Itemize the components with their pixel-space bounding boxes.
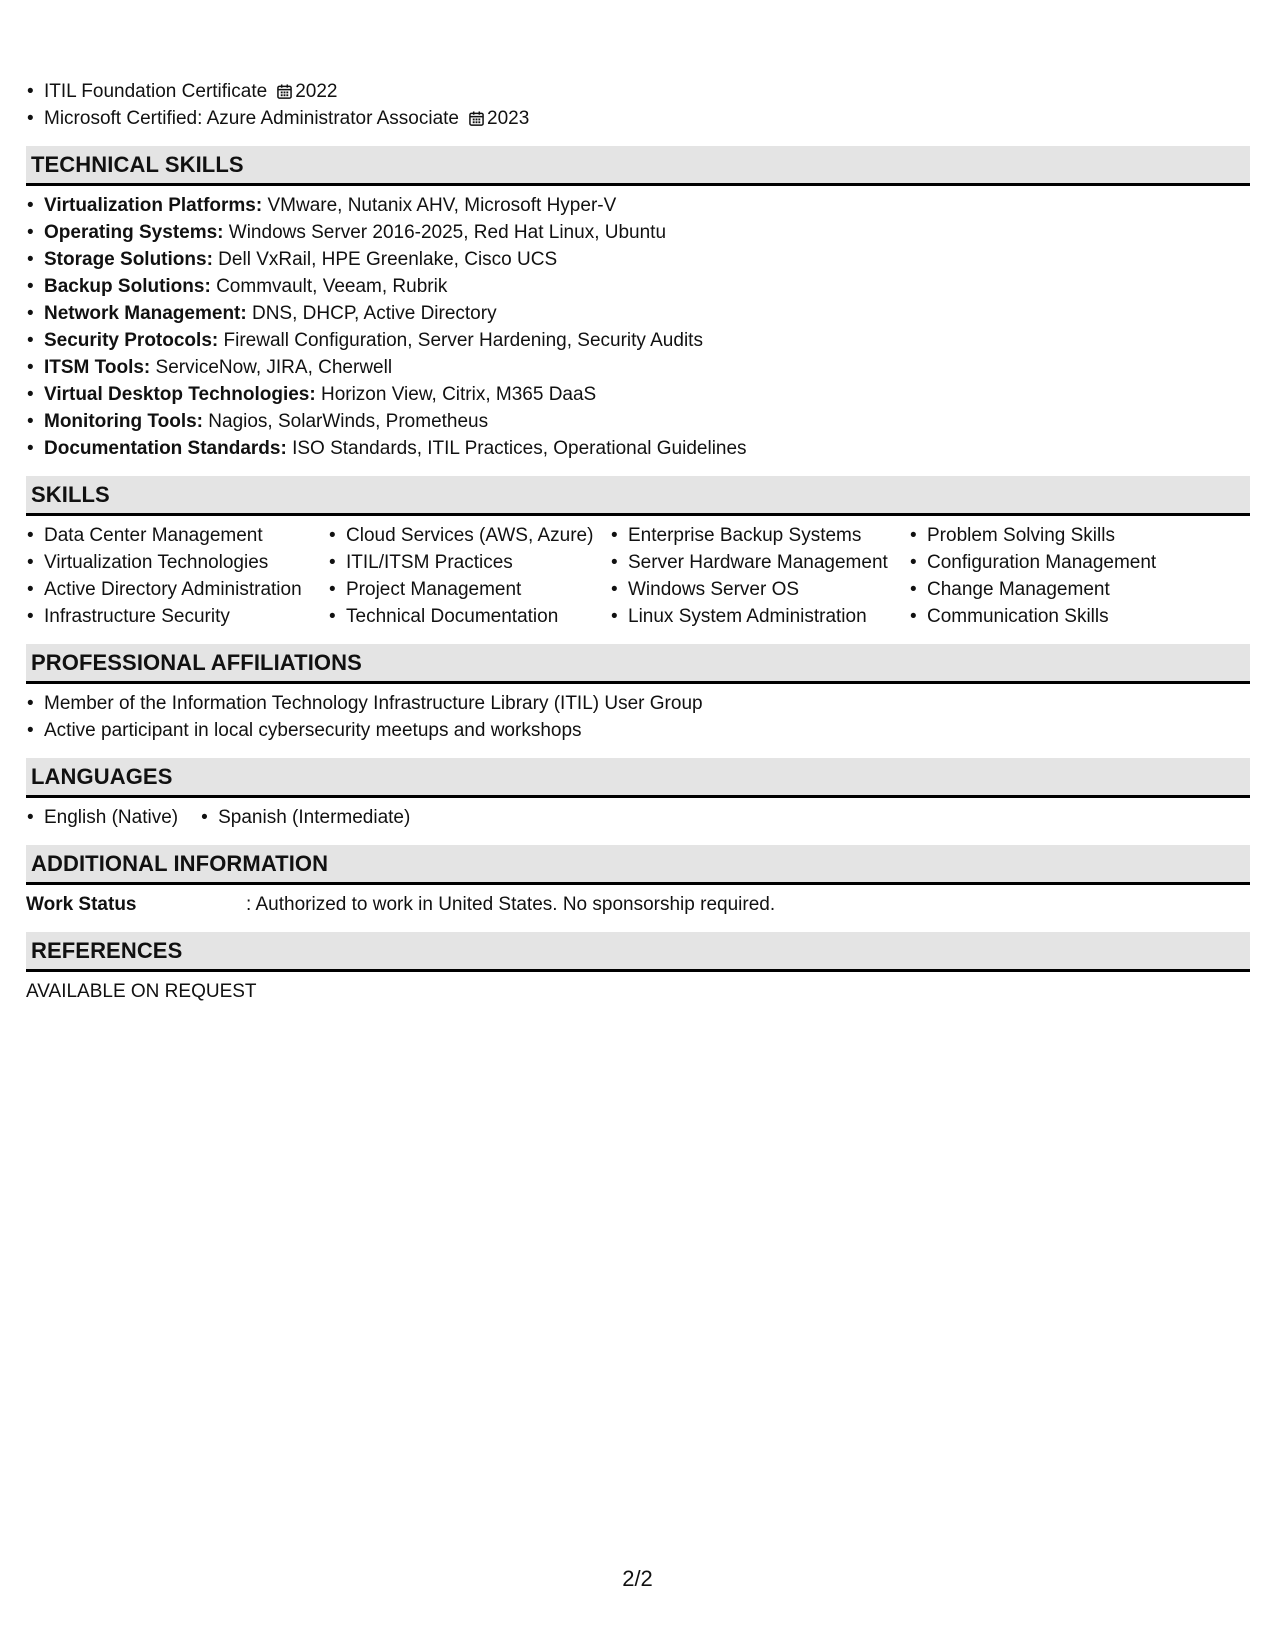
affiliations-section — [26, 644, 1250, 744]
list-item: • Windows Server OS — [610, 576, 909, 603]
resume-page — [26, 78, 1250, 1005]
section-title: PROFESSIONAL AFFILIATIONS — [26, 644, 1250, 684]
certification-name: ITIL Foundation Certificate — [44, 81, 268, 102]
list-item — [26, 219, 1250, 246]
skill-label: ITSM Tools: — [44, 357, 151, 378]
work-status-value: : Authorized to work in United States. No sponsorship required. — [246, 894, 776, 915]
list-item — [26, 192, 1250, 219]
skills-column — [26, 522, 328, 630]
skill-label: Monitoring Tools: — [44, 411, 203, 432]
list-item: • Spanish (Intermediate) — [200, 804, 410, 831]
languages-section — [26, 758, 1250, 831]
list-item — [26, 327, 1250, 354]
list-item: • Active participant in local cybersecurity meetups and workshops — [26, 717, 1250, 744]
languages-list — [26, 804, 1250, 831]
skill-value: ServiceNow, JIRA, Cherwell — [150, 357, 393, 378]
list-item: • Server Hardware Management — [610, 549, 909, 576]
list-item — [26, 300, 1250, 327]
list-item: • Data Center Management — [26, 522, 328, 549]
list-item: • Virtualization Technologies — [26, 549, 328, 576]
certification-year: 2023 — [487, 108, 530, 129]
list-item: • Communication Skills — [909, 603, 1239, 630]
calendar-icon — [469, 111, 484, 126]
list-item: • Member of the Information Technology Infrastructure Library (ITIL) User Group — [26, 690, 1250, 717]
technical-skills-section — [26, 146, 1250, 462]
skill-value: VMware, Nutanix AHV, Microsoft Hyper-V — [262, 195, 617, 216]
section-title: SKILLS — [26, 476, 1250, 516]
skill-value: Dell VxRail, HPE Greenlake, Cisco UCS — [212, 249, 558, 270]
list-item — [26, 105, 1250, 132]
references-text: AVAILABLE ON REQUEST — [26, 981, 257, 1002]
list-item — [26, 435, 1250, 462]
skill-value: Commvault, Veeam, Rubrik — [210, 276, 448, 297]
certifications-list — [26, 78, 1250, 132]
section-title: TECHNICAL SKILLS — [26, 146, 1250, 186]
certification-name: Microsoft Certified: Azure Administrator Associate — [44, 108, 459, 129]
list-item: • Change Management — [909, 576, 1239, 603]
section-title: REFERENCES — [26, 932, 1250, 972]
skill-value: ISO Standards, ITIL Practices, Operational Guidelines — [286, 438, 747, 459]
list-item: • Project Management — [328, 576, 610, 603]
skills-column — [610, 522, 909, 630]
skill-label: Backup Solutions: — [44, 276, 211, 297]
list-item: • Technical Documentation — [328, 603, 610, 630]
skill-value: Nagios, SolarWinds, Prometheus — [203, 411, 489, 432]
list-item — [26, 381, 1250, 408]
list-item — [26, 273, 1250, 300]
skill-label: Documentation Standards: — [44, 438, 287, 459]
list-item: • Configuration Management — [909, 549, 1239, 576]
list-item — [26, 246, 1250, 273]
skill-value: Windows Server 2016-2025, Red Hat Linux, Ubuntu — [223, 222, 667, 243]
list-item — [26, 78, 1250, 105]
list-item: • Active Directory Administration — [26, 576, 328, 603]
additional-info-section — [26, 845, 1250, 918]
references-section — [26, 932, 1250, 1005]
skills-column — [909, 522, 1239, 630]
section-title: LANGUAGES — [26, 758, 1250, 798]
skills-column — [328, 522, 610, 630]
skill-label: Network Management: — [44, 303, 247, 324]
list-item: • Linux System Administration — [610, 603, 909, 630]
skills-columns — [26, 522, 1250, 630]
technical-skills-list — [26, 192, 1250, 462]
list-item: • English (Native) — [26, 804, 178, 831]
list-item — [26, 408, 1250, 435]
certification-year: 2022 — [295, 81, 338, 102]
skill-label: Operating Systems: — [44, 222, 224, 243]
skill-label: Storage Solutions: — [44, 249, 213, 270]
list-item: • Infrastructure Security — [26, 603, 328, 630]
skills-section — [26, 476, 1250, 630]
skill-label: Security Protocols: — [44, 330, 219, 351]
list-item: • Cloud Services (AWS, Azure) — [328, 522, 610, 549]
work-status-label: Work Status — [26, 894, 137, 915]
skill-value: DNS, DHCP, Active Directory — [246, 303, 497, 324]
list-item: • Problem Solving Skills — [909, 522, 1239, 549]
list-item: • Enterprise Backup Systems — [610, 522, 909, 549]
list-item — [26, 354, 1250, 381]
section-title: ADDITIONAL INFORMATION — [26, 845, 1250, 885]
skill-value: Firewall Configuration, Server Hardening, Security Audits — [218, 330, 703, 351]
affiliations-list — [26, 690, 1250, 744]
skill-label: Virtualization Platforms: — [44, 195, 263, 216]
skill-label: Virtual Desktop Technologies: — [44, 384, 316, 405]
work-status-row — [26, 891, 1250, 918]
list-item: • ITIL/ITSM Practices — [328, 549, 610, 576]
skill-value: Horizon View, Citrix, M365 DaaS — [315, 384, 597, 405]
calendar-icon — [277, 84, 292, 99]
page-number: 2/2 — [622, 1566, 653, 1591]
